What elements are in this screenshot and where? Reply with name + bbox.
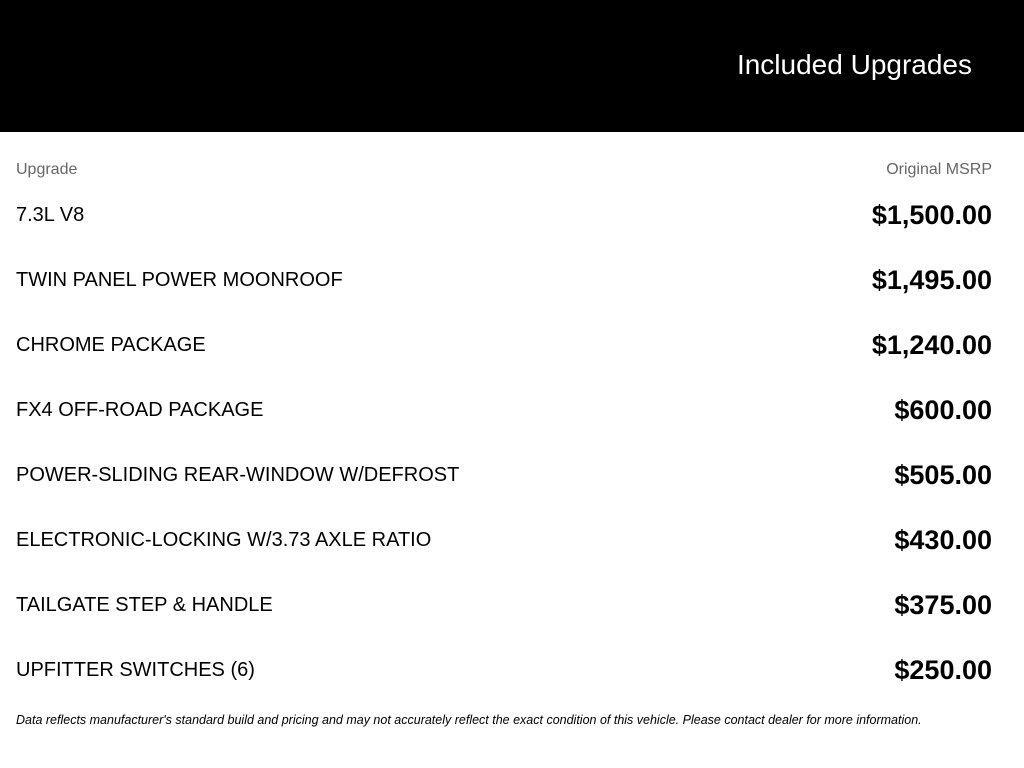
table-row [16, 641, 992, 706]
upgrade-price: $1,500.00 [871, 199, 992, 230]
upgrade-price: $1,240.00 [871, 329, 992, 360]
upgrade-name: CHROME PACKAGE [16, 333, 206, 356]
table-header [16, 158, 992, 182]
table-row [16, 251, 992, 316]
upgrade-name: UPFITTER SWITCHES (6) [16, 658, 255, 681]
upgrade-price: $430.00 [894, 524, 992, 555]
upgrade-price: $250.00 [894, 654, 992, 685]
page-title: Included Upgrades [736, 49, 972, 80]
upgrade-name: ELECTRONIC-LOCKING W/3.73 AXLE RATIO [16, 528, 432, 551]
upgrades-table [16, 158, 992, 685]
header-banner [0, 0, 1024, 132]
upgrade-name: TWIN PANEL POWER MOONROOF [16, 268, 343, 291]
table-row [16, 576, 992, 641]
table-row [16, 186, 992, 251]
table-row [16, 316, 992, 381]
upgrade-price: $505.00 [894, 459, 992, 490]
column-header-msrp: Original MSRP [886, 161, 992, 178]
upgrade-name: POWER-SLIDING REAR-WINDOW W/DEFROST [16, 463, 460, 486]
column-header-upgrade: Upgrade [16, 161, 78, 178]
upgrade-price: $375.00 [894, 589, 992, 620]
upgrade-name: TAILGATE STEP & HANDLE [16, 593, 273, 616]
upgrade-name: FX4 OFF-ROAD PACKAGE [16, 398, 264, 421]
table-row [16, 511, 992, 576]
table-row [16, 381, 992, 446]
table-row [16, 446, 992, 511]
disclaimer-text: Data reflects manufacturer's standard build and pricing and may not accurately reflect the exact condition of this vehicle. Please contact dealer for more information. [16, 713, 922, 727]
upgrade-price: $600.00 [894, 394, 992, 425]
upgrade-price: $1,495.00 [871, 264, 992, 295]
upgrade-name: 7.3L V8 [16, 203, 85, 226]
upgrade-list [16, 186, 992, 706]
